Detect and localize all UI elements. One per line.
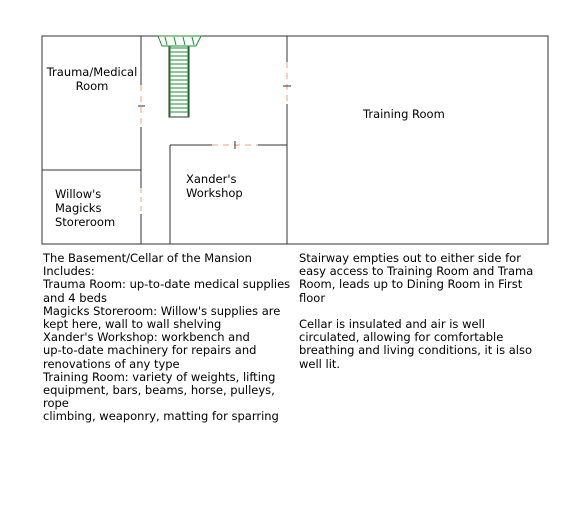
notes-left: [43, 252, 293, 424]
storeroom-label: Willow's Magicks Storeroom: [55, 187, 116, 229]
note-line: and 4 beds: [43, 290, 107, 305]
note-line: Includes:: [43, 264, 95, 279]
note-line: floor: [299, 290, 326, 305]
training-room-label: Training Room: [363, 107, 445, 121]
note-line: well lit.: [299, 356, 341, 371]
note-line: Trauma Room: up-to-date medical supplies: [43, 277, 291, 292]
note-line: circulated, allowing for comfortable: [299, 330, 504, 345]
note-line: Room, leads up to Dining Room in First: [299, 277, 523, 292]
note-line: Xander's Workshop: workbench and: [43, 330, 250, 345]
note-line: up-to-date machinery for repairs and: [43, 343, 257, 358]
stairway: [158, 36, 201, 117]
note-line: equipment, bars, beams, horse, pulleys, rope: [43, 383, 275, 411]
note-line: Magicks Storeroom: Willow's supplies are: [43, 303, 281, 318]
note-line: renovations of any type: [43, 356, 180, 371]
note-line: easy access to Training Room and Trama: [299, 264, 534, 279]
note-line: Cellar is insulated and air is well: [299, 317, 485, 331]
note-line: Stairway empties out to either side for: [299, 251, 521, 265]
workshop-label: Xander's Workshop: [186, 172, 243, 200]
door-workshop: [212, 141, 258, 149]
note-line: climbing, weaponry, matting for sparring: [43, 409, 279, 424]
note-line: The Basement/Cellar of the Mansion: [43, 251, 252, 265]
trauma-room-label: Trauma/Medical Room: [46, 65, 138, 93]
note-line: Training Room: variety of weights, lifting: [43, 369, 276, 384]
notes-right: [299, 252, 549, 371]
note-line: kept here, wall to wall shelving: [43, 317, 222, 332]
door-storeroom: [139, 188, 144, 214]
door-training: [283, 62, 291, 104]
note-line: breathing and living conditions, it is also: [299, 343, 533, 358]
